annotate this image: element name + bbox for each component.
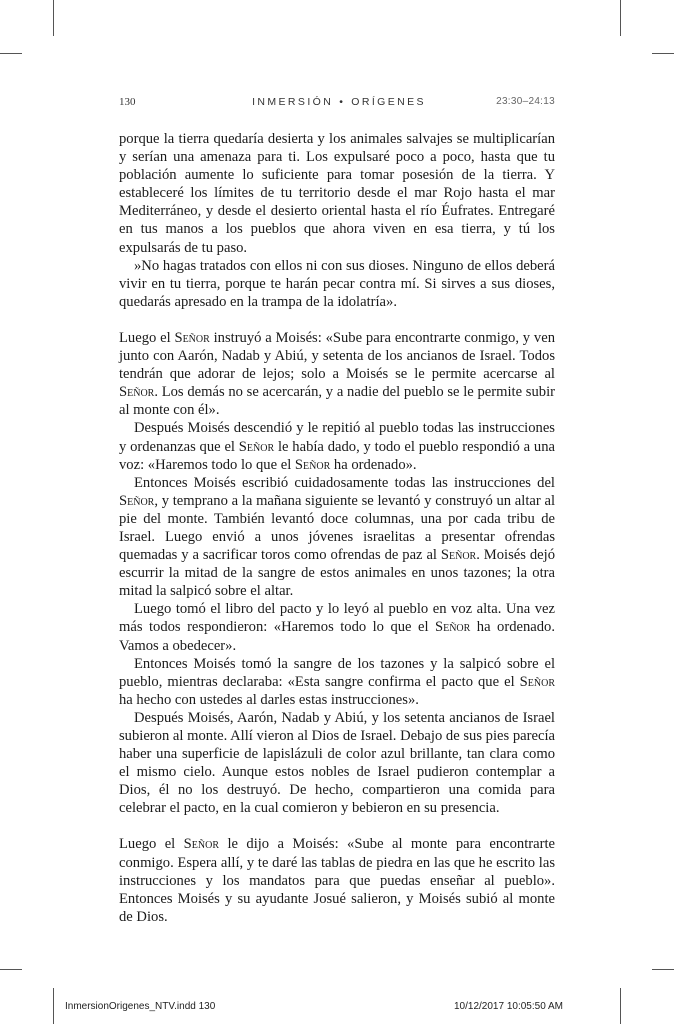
- text-run: . Moisés dejó escurrir la mitad de la sangre de estos animales en unos tazones; la otra mitad la salpicó sobre el altar.: [119, 547, 555, 600]
- verse-reference: 23:30–24:13: [496, 96, 555, 107]
- body-text: [119, 130, 555, 926]
- text-run: Entonces Moisés escribió cuidadosamente todas las instrucciones del: [134, 474, 555, 491]
- paragraph: [119, 600, 555, 654]
- page-number: 130: [119, 96, 136, 108]
- text-run: le había dado, y todo el pueblo respondió a una voz: «Haremos todo lo que el: [119, 438, 556, 473]
- paragraph: [119, 130, 555, 257]
- running-head-right: ORÍGENES: [351, 96, 426, 108]
- running-head-separator: •: [339, 96, 346, 108]
- paragraph: [119, 419, 555, 473]
- crop-mark: [0, 969, 22, 970]
- slug-timestamp: 10/12/2017 10:05:50 AM: [454, 1001, 563, 1012]
- running-head: [239, 96, 439, 108]
- text-run: »No hagas tratados con ellos ni con sus dioses. Ninguno de ellos deberá vivir en tu tierra, porque te harán pecar contra mí. Si sirves a sus dioses, quedarás apresado en la trampa de la idolatría».: [119, 257, 555, 310]
- crop-mark: [652, 969, 674, 970]
- text-run: Después Moisés, Aarón, Nadab y Abiú, y los setenta ancianos de Israel subieron al monte. Allí vieron al Dios de Israel. Debajo de sus pies parecía haber una superficie de lapislázuli de color azul brillante, tan clara como el mismo cielo. Aunque estos nobles de Israel pudieron contemplar a Dios, él no los destruyó. De hecho, compartieron una comida para celebrar el pacto, en la cual comieron y bebieron en su presencia.: [119, 709, 555, 817]
- paragraph: [119, 655, 555, 709]
- divine-name: Señor: [119, 492, 155, 509]
- text-run: ha ordenado. Vamos a obedecer».: [119, 619, 555, 654]
- text-run: le dijo a Moisés: «Sube al monte para encontrarte conmigo. Espera allí, y te daré las tablas de piedra en las que he escrito las instrucciones y los mandatos para que puedas enseñar al pueblo». Entonces Moisés y su ayudante Josué salieron, y Moisés subió al monte de Dios.: [119, 836, 555, 925]
- running-header: [119, 96, 555, 112]
- divine-name: Señor: [119, 384, 155, 401]
- crop-mark: [620, 0, 621, 36]
- paragraph: [119, 257, 555, 311]
- text-run: Luego el: [119, 329, 175, 346]
- text-run: Después Moisés descendió y le repitió al pueblo todas las instrucciones y ordenanzas que el: [119, 420, 555, 455]
- running-head-left: INMERSIÓN: [252, 96, 334, 108]
- divine-name: Señor: [238, 438, 275, 455]
- divine-name: Señor: [294, 456, 331, 473]
- crop-mark: [652, 53, 674, 54]
- paragraph: [119, 835, 555, 925]
- text-run: ha ordenado».: [330, 456, 417, 473]
- divine-name: Señor: [183, 836, 220, 853]
- paragraph: [119, 709, 555, 818]
- divine-name: Señor: [440, 547, 477, 564]
- text-run: Luego tomó el libro del pacto y lo leyó al pueblo en voz alta. Una vez más todos respondieron: «Haremos todo lo que el: [119, 601, 555, 636]
- text-run: ha hecho con ustedes al darles estas instrucciones».: [119, 691, 419, 708]
- text-run: . Los demás no se acercarán, y a nadie del pueblo se le permite subir al monte con él».: [119, 384, 555, 419]
- divine-name: Señor: [434, 619, 471, 636]
- crop-mark: [53, 0, 54, 36]
- crop-mark: [0, 53, 22, 54]
- text-run: Entonces Moisés tomó la sangre de los tazones y la salpicó sobre el pueblo, mientras declaraba: «Esta sangre confirma el pacto que el: [119, 655, 555, 690]
- slug-filename: InmersionOrigenes_NTV.indd 130: [65, 1001, 216, 1012]
- paragraph: [119, 329, 555, 419]
- slug-line: [0, 1001, 674, 1015]
- divine-name: Señor: [519, 673, 555, 690]
- paragraph: [119, 474, 555, 601]
- text-run: Luego el: [119, 836, 184, 853]
- text-run: porque la tierra quedaría desierta y los animales salvajes se multiplicarían y serían una amenaza para ti. Los expulsaré poco a poco, hasta que tu población aumente lo suficiente para tomar posesión de la tierra. Y estableceré los límites de tu territorio desde el mar Rojo hasta el mar Mediterráneo, y desde el desierto oriental hasta el río Éufrates. Entregaré en tus manos a los pueblos que ahora viven en esa tierra, y tú los expulsarás de tu paso.: [119, 131, 555, 256]
- text-run: , y temprano a la mañana siguiente se levantó y construyó un altar al pie del monte. También levantó doce columnas, una por cada tribu de Israel. Luego envió a unos jóvenes israelitas a presentar ofrendas quemadas y a sacrificar toros como ofrendas de paz al: [119, 492, 555, 564]
- divine-name: Señor: [174, 329, 210, 346]
- text-run: instruyó a Moisés: «Sube para encontrarte conmigo, y ven junto con Aarón, Nadab y Abiú, y setenta de los ancianos de Israel. Todos tendrán que adorar de lejos; solo a Moisés se le permite acercarse al: [119, 329, 555, 383]
